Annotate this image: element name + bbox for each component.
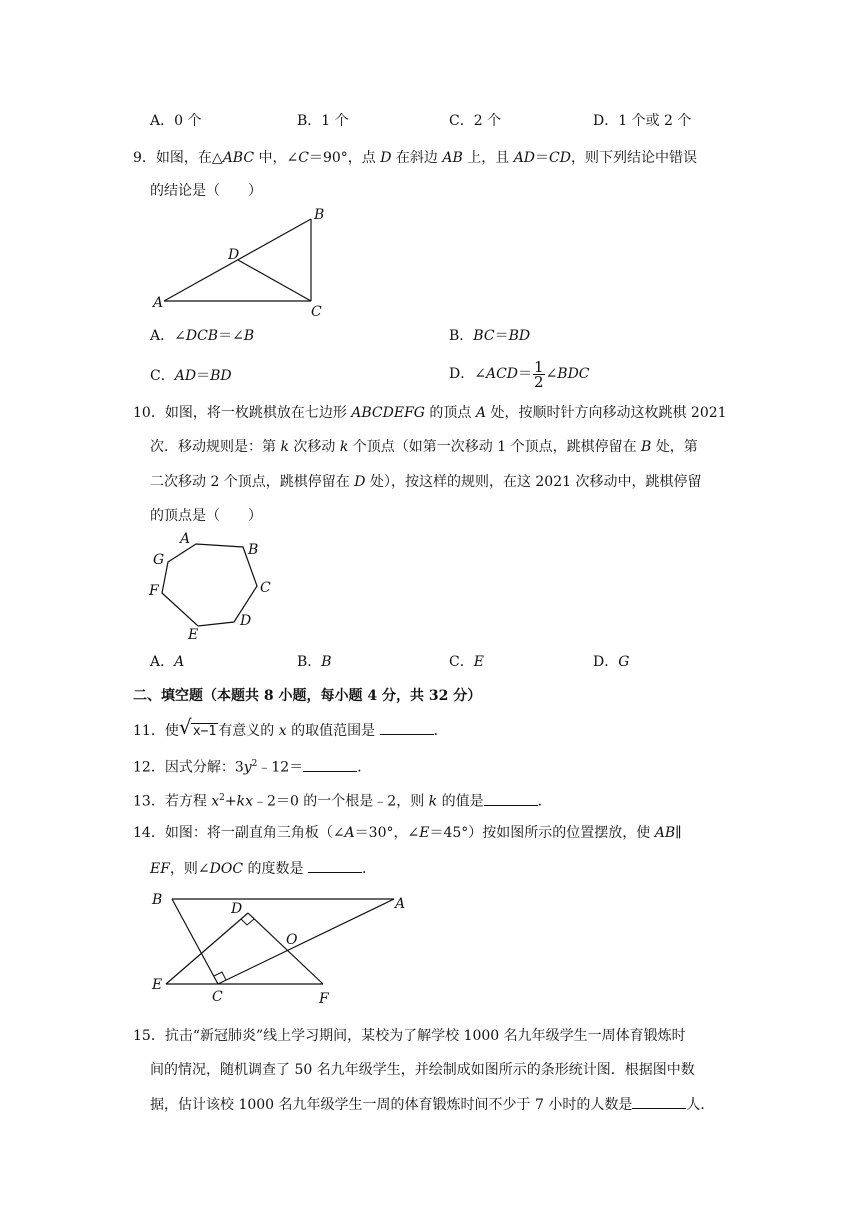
q15-stem-line2: 间的情况，随机调查了 50 名九年级学生，并绘制成如图所示的条形统计图．根据图中数 bbox=[150, 1062, 695, 1078]
q14-triangles-figure bbox=[148, 886, 418, 1008]
q15-stem-line3: 据，估计该校 1000 名九年级学生一周的体育锻炼时间不少于 7 小时的人数是 人． bbox=[150, 1094, 714, 1115]
q9-triangle-figure bbox=[148, 203, 338, 318]
q12-answer-blank bbox=[303, 757, 357, 772]
q10-label-c: C bbox=[260, 580, 271, 596]
q14-label-f: F bbox=[319, 991, 329, 1007]
q14-segment-ca bbox=[218, 899, 394, 984]
q10-label-e: E bbox=[188, 627, 199, 642]
section-fill-in-heading: 二、填空题（本题共 8 小题，每小题 4 分，共 32 分） bbox=[133, 688, 482, 704]
q10-label-f: F bbox=[149, 583, 159, 599]
q9-label-a: A bbox=[153, 295, 164, 311]
q10-option-a: A．A bbox=[150, 654, 185, 670]
q10-label-b: B bbox=[248, 542, 259, 558]
q10-stem-line1: 10．如图，将一枚跳棋放在七边形 ABCDEFG 的顶点 A 处，按顺时针方向移动这枚跳棋 2021 bbox=[133, 405, 727, 421]
q13-stem: 13．若方程 $x^2+kx﹣2=0$ 的一个根是﹣2，则 k 的值是 ． bbox=[133, 788, 552, 812]
q11-stem: 11．使 √ x−1 有意义的 x 的取值范围是 ． bbox=[133, 720, 448, 742]
q10-label-g: G bbox=[153, 552, 165, 568]
q10-option-c: C．E bbox=[449, 654, 484, 670]
q9-label-b: B bbox=[314, 207, 325, 223]
q8-option-b: B．1 个 bbox=[297, 113, 349, 129]
q11-answer-blank bbox=[380, 720, 434, 735]
q14-stem-line1: 14．如图：将一副直角三角板（∠A＝30°，∠E＝45°）按如图所示的位置摆放，使 AB∥ bbox=[133, 825, 682, 841]
q14-label-b: B bbox=[152, 892, 163, 908]
q9-fraction-half: $\frac{1}{2}$ bbox=[534, 357, 544, 391]
q10-heptagon-figure bbox=[146, 530, 276, 642]
q8-option-a: A．0 个 bbox=[150, 113, 202, 129]
q14-label-a: A bbox=[395, 896, 406, 912]
q15-stem-line1: 15．抗击“新冠肺炎”线上学习期间，某校为了解学校 1000 名九年级学生一周体育锻炼时 bbox=[133, 1028, 686, 1044]
q10-label-a: A bbox=[180, 531, 191, 547]
q10-label-d: D bbox=[240, 613, 252, 629]
q10-stem-line4: 的顶点是（ ） bbox=[150, 508, 262, 524]
q14-segment-bc bbox=[172, 899, 218, 984]
q14-label-c: C bbox=[212, 989, 223, 1005]
q11-sqrt: √ x−1 bbox=[178, 715, 217, 739]
q14-segment-ed bbox=[166, 913, 248, 984]
q14-stem-line2: EF，则∠DOC 的度数是 ． bbox=[150, 858, 376, 879]
q9-segment-dc bbox=[238, 260, 311, 301]
q9-option-d: D．∠ACD＝ $\frac{1}{2}$ ∠BDC bbox=[449, 357, 590, 391]
q10-option-d: D．G bbox=[593, 654, 630, 670]
q10-stem-line3: 二次移动 2 个顶点，跳棋停留在 D 处），按这样的规则，在这 2021 次移动中，跳棋停留 bbox=[150, 474, 702, 490]
q15-answer-blank bbox=[632, 1094, 686, 1109]
q14-label-d: D bbox=[231, 901, 243, 917]
q14-answer-blank bbox=[308, 858, 362, 873]
q9-option-a: A．∠DCB＝∠B bbox=[150, 328, 255, 344]
q9-option-b: B．BC＝BD bbox=[449, 328, 531, 344]
q14-right-angle-d bbox=[241, 919, 254, 925]
q12-stem: 12．因式分解：$3y^2﹣12=$ ． bbox=[133, 754, 371, 778]
q10-stem-line2: 次．移动规则是：第 k 次移动 k 个顶点（如第一次移动 1 个顶点，跳棋停留在 B 处，第 bbox=[150, 439, 698, 455]
q8-option-d: D．1 个或 2 个 bbox=[593, 113, 692, 129]
q14-segment-df bbox=[248, 913, 323, 984]
q10-option-b: B．B bbox=[297, 654, 332, 670]
q9-label-c: C bbox=[311, 304, 322, 318]
q9-stem-line2: 的结论是（ ） bbox=[150, 183, 262, 199]
q8-option-c: C．2 个 bbox=[449, 113, 502, 129]
q9-label-d: D bbox=[228, 247, 240, 263]
q14-label-e: E bbox=[152, 977, 163, 993]
q9-stem-line1: 9．如图，在△ABC 中，∠C＝90°，点 D 在斜边 AB 上，且 AD＝CD，则下列结论中错误 bbox=[133, 150, 697, 166]
q9-option-c: C．AD＝BD bbox=[150, 368, 232, 384]
q14-label-o: O bbox=[286, 932, 298, 948]
q13-answer-blank bbox=[484, 791, 538, 806]
